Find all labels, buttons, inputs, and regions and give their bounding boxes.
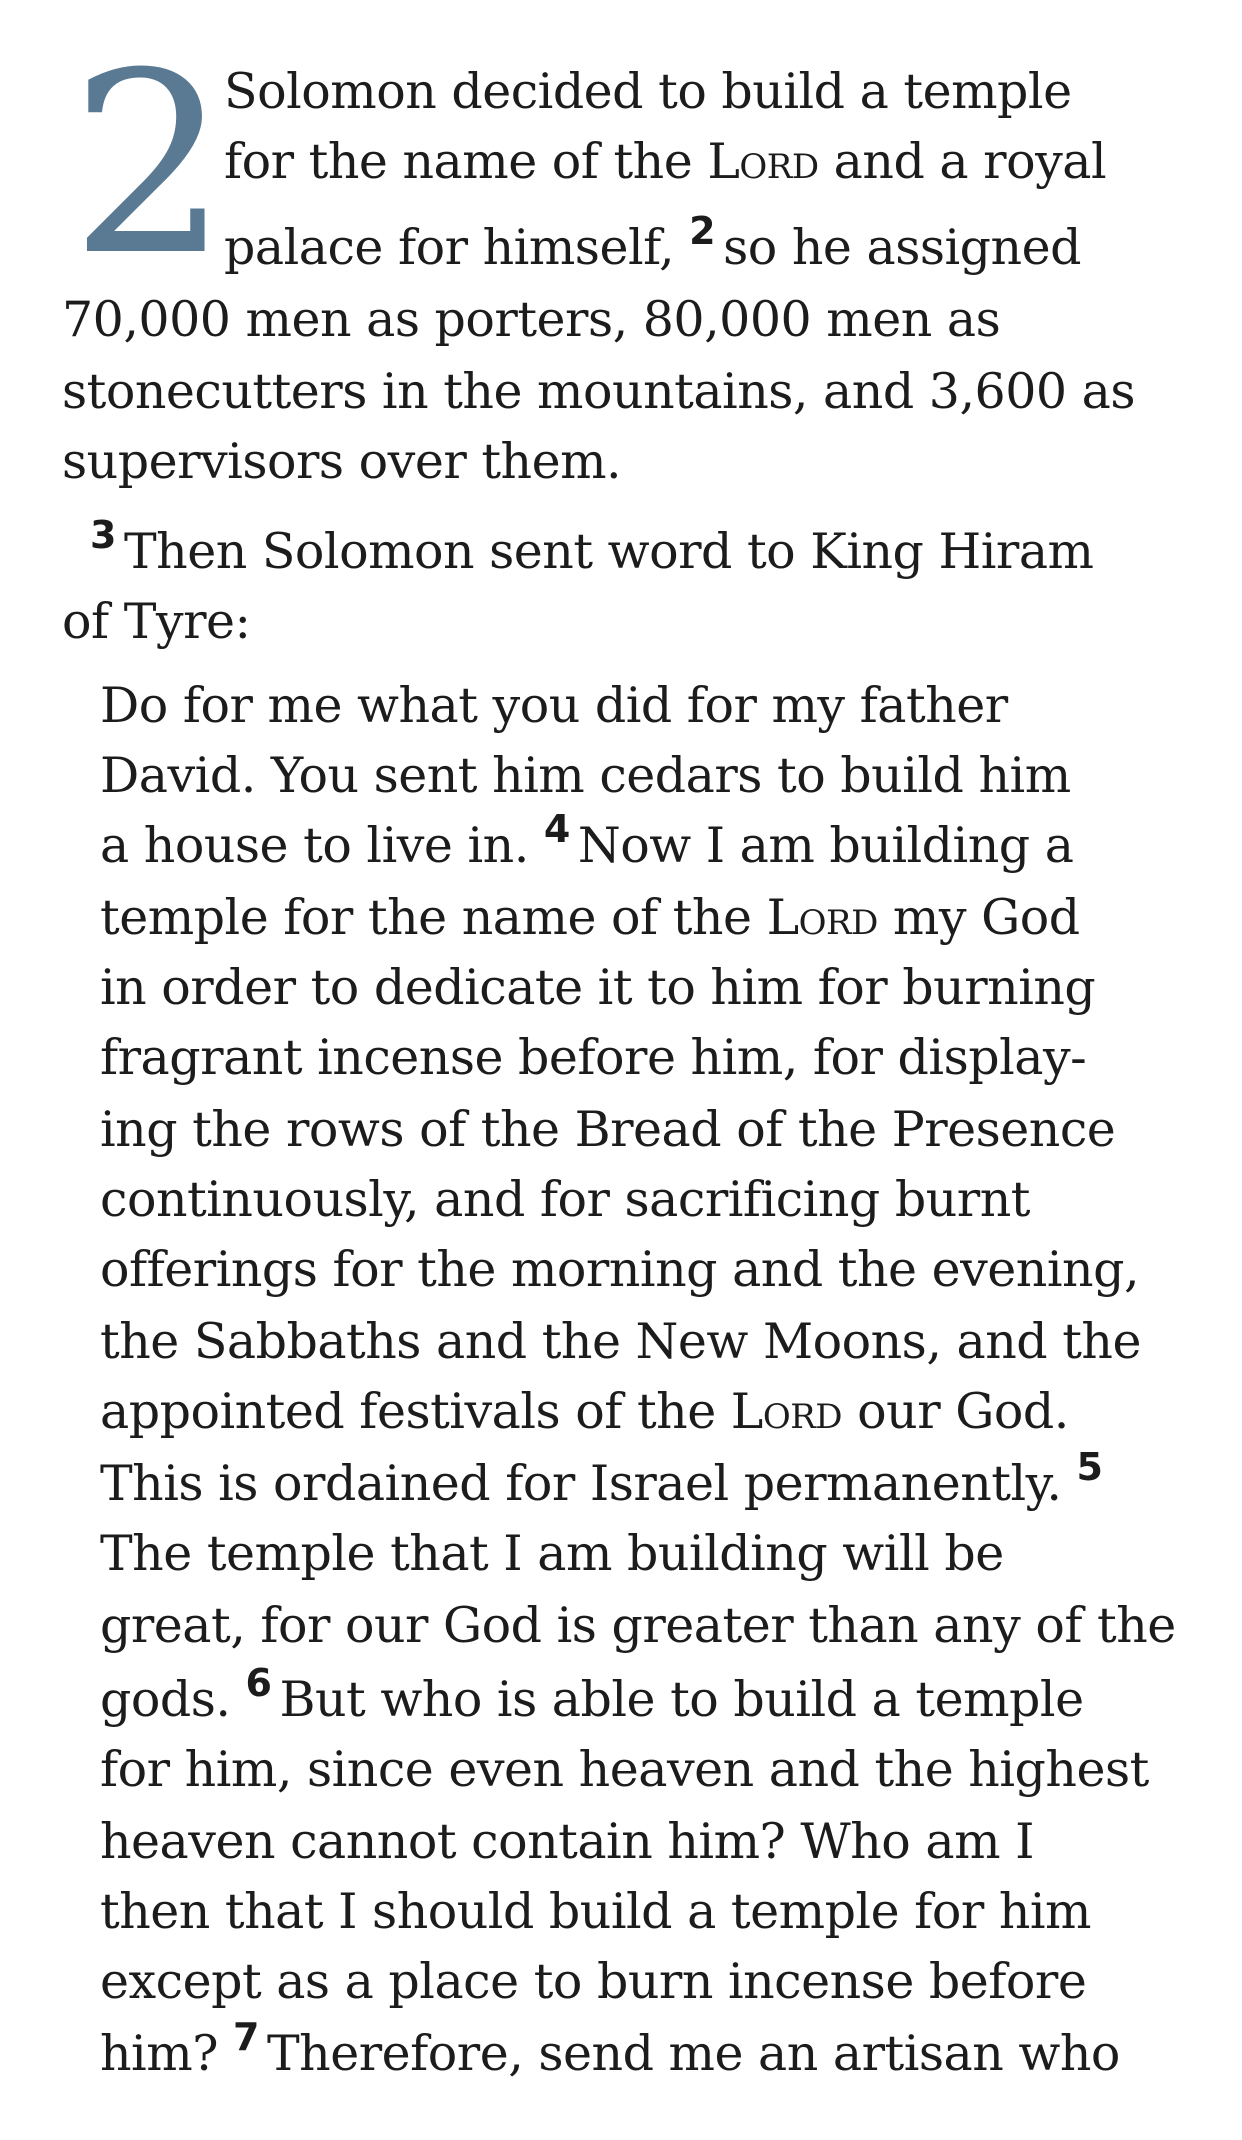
verse-text: But who is able to build a temple	[279, 1671, 1084, 1728]
text-line	[100, 1812, 1034, 1872]
text-line	[90, 513, 1094, 585]
text-line	[62, 362, 1135, 422]
verse-text: stonecutters in the mountains, and 3,600 as	[62, 363, 1135, 420]
verse-text: the Sabbaths and the New Moons, and the	[100, 1313, 1141, 1370]
text-line	[100, 1100, 1115, 1160]
verse-text: fragrant incense before him, for display-	[100, 1029, 1087, 1086]
verse-text: for him, since even heaven and the highest	[100, 1741, 1149, 1798]
text-line	[100, 1740, 1149, 1800]
verse-text: Solomon decided to build a temple	[224, 63, 1072, 120]
verse-text: continuously, and for sacrificing burnt	[100, 1171, 1030, 1228]
text-line	[100, 1445, 1110, 1517]
verse-text: so he assigned	[723, 219, 1081, 276]
verse-text: palace for himself,	[224, 219, 690, 276]
divine-name: Lord	[766, 889, 878, 946]
divine-name: Lord	[707, 133, 819, 190]
verse-text: gods.	[100, 1671, 246, 1728]
text-line	[62, 290, 1000, 350]
verse-text: my God	[877, 889, 1080, 946]
verse-text: for the name of the	[224, 133, 708, 190]
text-line	[100, 1312, 1141, 1372]
text-line	[100, 1661, 1084, 1733]
verse-number: 3	[90, 513, 116, 557]
verse-text: 70,000 men as porters, 80,000 men as	[62, 291, 1001, 348]
verse-text: Then Solomon sent word to King Hiram	[123, 523, 1094, 580]
divine-name: Lord	[730, 1383, 843, 1440]
text-line	[224, 132, 1106, 192]
text-line	[100, 1170, 1030, 1230]
text-line	[100, 1382, 1069, 1442]
verse-text: and a royal	[818, 133, 1107, 190]
text-line	[224, 62, 1072, 122]
text-line	[100, 2015, 1120, 2087]
verse-text: heaven cannot contain him? Who am I	[100, 1813, 1034, 1870]
text-line	[100, 1524, 1004, 1584]
verse-text: Do for me what you did for my father	[100, 677, 1008, 734]
text-line	[62, 592, 251, 652]
verse-text: The temple that I am building will be	[100, 1525, 1004, 1582]
text-line	[100, 746, 1071, 806]
text-line	[100, 1596, 1176, 1656]
chapter-number: 2	[70, 19, 230, 310]
verse-text: our God.	[842, 1383, 1069, 1440]
verse-number: 5	[1076, 1445, 1103, 1489]
text-line	[100, 888, 1080, 948]
verse-text: ing the rows of the Bread of the Presence	[100, 1101, 1116, 1158]
verse-number: 4	[543, 807, 570, 851]
verse-text: then that I should build a temple for him	[100, 1883, 1092, 1940]
text-line	[100, 1028, 1086, 1088]
verse-text: temple for the name of the	[100, 889, 767, 946]
text-line	[100, 676, 1008, 736]
text-line	[100, 1882, 1091, 1942]
verse-text: supervisors over them.	[62, 433, 622, 490]
verse-number: 6	[245, 1661, 272, 1705]
verse-text: Now I am building a	[577, 817, 1074, 874]
text-line	[100, 958, 1095, 1018]
text-line	[100, 1240, 1139, 1300]
verse-text: except as a place to burn incense before	[100, 1953, 1087, 2010]
verse-number: 7	[233, 2015, 259, 2059]
verse-text: a house to live in.	[100, 817, 544, 874]
verse-number: 2	[689, 209, 716, 253]
verse-text: appointed festivals of the	[100, 1383, 731, 1440]
verse-text: offerings for the morning and the evening,	[100, 1241, 1140, 1298]
text-line	[100, 807, 1074, 879]
verse-text: This is ordained for Israel permanently.	[100, 1455, 1077, 1512]
verse-text: him?	[100, 2025, 234, 2082]
text-line	[100, 1952, 1086, 2012]
text-line	[224, 209, 1081, 281]
verse-text: great, for our God is greater than any of the	[100, 1597, 1176, 1654]
text-line	[62, 432, 621, 492]
verse-text: of Tyre:	[62, 593, 251, 650]
verse-text: David. You sent him cedars to build him	[100, 747, 1071, 804]
verse-text: Therefore, send me an artisan who	[267, 2025, 1120, 2082]
verse-text: in order to dedicate it to him for burning	[100, 959, 1096, 1016]
